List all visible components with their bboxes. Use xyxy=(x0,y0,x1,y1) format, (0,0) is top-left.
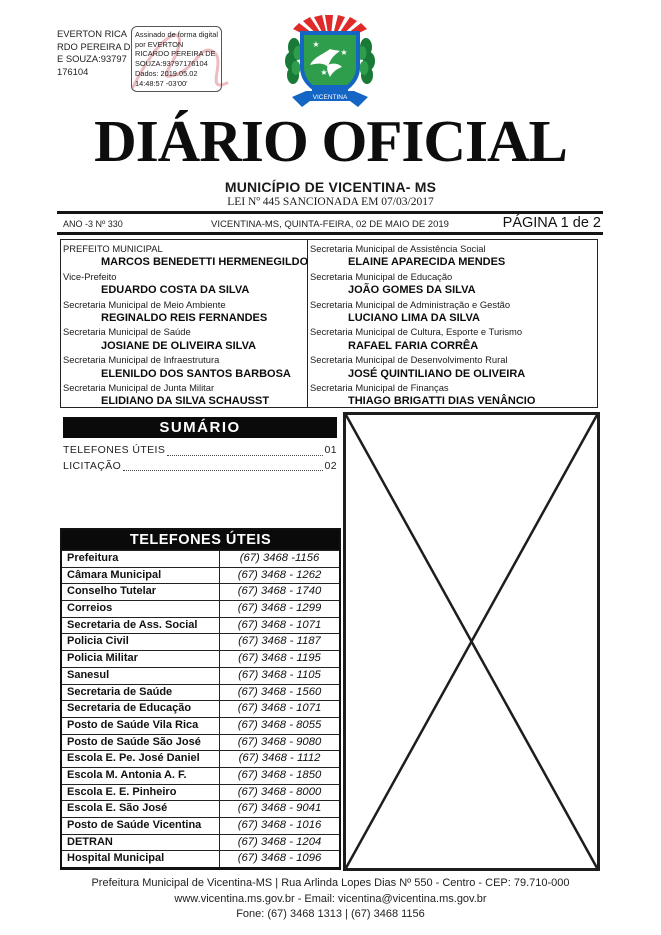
phone-entity-cell: Prefeitura xyxy=(62,551,220,567)
phone-number-cell: (67) 3468 - 1071 xyxy=(237,618,322,631)
phone-number-cell: (67) 3468 - 1105 xyxy=(238,668,321,681)
official-role: Secretaria Municipal de Educação xyxy=(310,270,453,282)
summary-item-label: LICITAÇÃO xyxy=(63,459,122,472)
summary-title-bar: SUMÁRIO xyxy=(63,417,337,438)
table-row xyxy=(62,583,339,600)
table-row xyxy=(62,717,339,734)
official-role: Secretaria Municipal de Saúde xyxy=(63,326,191,338)
image-placeholder-box xyxy=(343,412,600,871)
official-entry xyxy=(61,242,307,270)
phone-number-cell: (67) 3468 - 9041 xyxy=(237,802,322,815)
official-entry xyxy=(61,270,307,298)
official-role: Secretaria Municipal de Assistência Social xyxy=(310,243,486,254)
official-entry xyxy=(61,325,307,353)
phone-entity-cell: Policia Militar xyxy=(62,651,220,667)
officials-column-right xyxy=(308,240,597,407)
page-footer xyxy=(0,876,661,923)
official-entry xyxy=(61,298,307,326)
dot-leader xyxy=(167,455,322,456)
phone-entity-cell: Posto de Saúde Vicentina xyxy=(62,818,220,834)
footer-phone-line: Fone: (67) 3468 1313 | (67) 3468 1156 xyxy=(236,908,425,920)
official-role: Secretaria Municipal de Desenvolvimento Rural xyxy=(310,354,508,366)
official-role: Secretaria Municipal de Administração e Gestão xyxy=(310,298,511,310)
municipal-coat-of-arms-icon xyxy=(278,13,382,117)
phone-entity-cell: Escola E. Pe. José Daniel xyxy=(62,751,220,767)
phone-number-cell: (67) 3468 -1156 xyxy=(239,552,320,564)
table-row xyxy=(62,817,339,834)
official-name: LUCIANO LIMA DA SILVA xyxy=(348,312,480,325)
edition-number: ANO -3 Nº 330 xyxy=(63,219,123,229)
official-entry xyxy=(61,353,307,381)
phone-entity-cell: Sanesul xyxy=(62,668,220,684)
table-row xyxy=(62,600,339,617)
officials-box xyxy=(60,239,598,408)
phone-entity-cell: Conselho Tutelar xyxy=(62,584,220,600)
phone-number-cell: (67) 3468 - 1740 xyxy=(237,585,322,598)
svg-text:★: ★ xyxy=(340,48,348,57)
phone-number-cell: (67) 3468 - 1262 xyxy=(237,568,322,581)
official-entry xyxy=(308,298,597,326)
footer-address-line: Prefeitura Municipal de Vicentina-MS | Rua Arlinda Lopes Dias Nº 550 - Centro - CEP: 79.710-000 xyxy=(91,877,570,889)
table-row xyxy=(62,667,339,684)
table-row xyxy=(62,650,339,667)
phone-number-cell: (67) 3468 - 8055 xyxy=(237,718,322,731)
official-name: REGINALDO REIS FERNANDES xyxy=(101,312,268,325)
phones-table-header: TELEFONES ÚTEIS xyxy=(62,530,339,550)
phone-number-cell: (67) 3468 - 1187 xyxy=(238,635,321,648)
phone-entity-cell: Câmara Municipal xyxy=(62,568,220,584)
signature-signer-name: EVERTON RICARDO PEREIRA DE SOUZA:93797176104 xyxy=(57,28,131,77)
table-row xyxy=(62,550,339,567)
svg-text:★: ★ xyxy=(312,40,320,49)
summary-item-label: TELEFONES ÚTEIS xyxy=(63,444,166,456)
phone-number-cell: (67) 3468 - 1071 xyxy=(237,702,322,715)
divider-bottom xyxy=(57,232,603,235)
svg-text:VICENTINA: VICENTINA xyxy=(312,94,348,101)
official-entry xyxy=(308,381,597,409)
municipality-name: MUNICÍPIO DE VICENTINA- MS xyxy=(224,179,437,195)
crossed-diagonals-icon xyxy=(346,415,597,868)
useful-phones-table xyxy=(60,528,341,870)
official-name: ELAINE APARECIDA MENDES xyxy=(348,256,506,269)
official-entry xyxy=(308,353,597,381)
table-row xyxy=(62,850,339,867)
phone-entity-cell: Secretaria de Ass. Social xyxy=(62,618,220,634)
table-row xyxy=(62,834,339,851)
phone-entity-cell: Posto de Saúde São José xyxy=(62,735,220,751)
phone-number-cell: (67) 3468 - 1195 xyxy=(238,652,321,665)
phone-number-cell: (67) 3468 - 1112 xyxy=(238,752,321,765)
table-row xyxy=(62,784,339,801)
table-row xyxy=(62,700,339,717)
page-title: DIÁRIO OFICIAL xyxy=(94,108,567,174)
table-row xyxy=(62,734,339,751)
phone-number-cell: (67) 3468 - 1850 xyxy=(237,768,322,781)
official-role: Secretaria Municipal de Finanças xyxy=(310,382,449,394)
official-entry xyxy=(308,270,597,298)
official-name: RAFAEL FARIA CORRÊA xyxy=(348,339,479,352)
table-row xyxy=(62,750,339,767)
phone-entity-cell: Posto de Saúde Vila Rica xyxy=(62,718,220,734)
phone-entity-cell: Secretaria de Saúde xyxy=(62,685,220,701)
phone-entity-cell: Hospital Municipal xyxy=(62,851,220,867)
phone-entity-cell: Policia Civil xyxy=(62,634,220,650)
official-name: JOÃO GOMES DA SILVA xyxy=(348,284,476,297)
page-indicator: PÁGINA 1 de 2 xyxy=(502,215,601,231)
official-role: Secretaria Municipal de Infraestrutura xyxy=(63,354,220,366)
phone-number-cell: (67) 3468 - 9080 xyxy=(237,735,322,748)
phone-entity-cell: Escola M. Antonia A. F. xyxy=(62,768,220,784)
footer-web-email-line[interactable]: www.vicentina.ms.gov.br - Email: vicentina@vicentina.ms.gov.br xyxy=(174,892,487,905)
phone-number-cell: (67) 3468 - 1204 xyxy=(237,835,322,848)
publication-date: VICENTINA-MS, QUINTA-FEIRA, 02 DE MAIO DE 2019 xyxy=(211,219,449,230)
phone-number-cell: (67) 3468 - 1096 xyxy=(237,852,322,865)
summary-item-page: 01 xyxy=(324,444,337,456)
table-row xyxy=(62,633,339,650)
official-role: PREFEITO MUNICIPAL xyxy=(63,243,163,254)
phone-entity-cell: Escola E. São José xyxy=(62,801,220,817)
phone-number-cell: (67) 3468 - 1016 xyxy=(237,819,322,831)
info-bar xyxy=(57,214,603,232)
svg-text:★: ★ xyxy=(320,68,328,77)
table-row xyxy=(62,684,339,701)
official-role: Secretaria Municipal de Cultura, Esporte e Turismo xyxy=(310,326,523,338)
law-reference: LEI Nº 445 SANCIONADA EM 07/03/2017 xyxy=(227,196,434,208)
digital-signature-block xyxy=(57,25,229,97)
phone-entity-cell: DETRAN xyxy=(62,835,220,851)
official-role: Secretaria Municipal de Junta Militar xyxy=(63,382,215,394)
signature-details-box[interactable]: Assinado de forma digital por EVERTON RICARDO PEREIRA DE SOUZA:93797176104 Dados: 2019.05.02 14:48:57 -03'00' xyxy=(131,26,222,92)
table-row xyxy=(62,767,339,784)
official-name: ELENILDO DOS SANTOS BARBOSA xyxy=(101,367,291,380)
table-row xyxy=(62,617,339,634)
official-name: JOSÉ QUINTILIANO DE OLIVEIRA xyxy=(348,367,526,380)
summary-item-page: 02 xyxy=(324,459,337,472)
official-name: JOSIANE DE OLIVEIRA SILVA xyxy=(101,339,257,352)
phone-number-cell: (67) 3468 - 8000 xyxy=(237,785,322,798)
summary-list xyxy=(63,443,337,474)
official-role: Secretaria Municipal de Meio Ambiente xyxy=(63,298,226,310)
summary-item[interactable] xyxy=(63,459,337,475)
official-name: ELIDIANO DA SILVA SCHAUSST xyxy=(101,395,270,408)
phone-number-cell: (67) 3468 - 1299 xyxy=(237,602,322,615)
dot-leader xyxy=(123,470,322,471)
official-name: EDUARDO COSTA DA SILVA xyxy=(101,284,250,297)
official-entry xyxy=(61,381,307,409)
phone-entity-cell: Secretaria de Educação xyxy=(62,701,220,717)
summary-item[interactable] xyxy=(63,443,337,459)
official-name: MARCOS BENEDETTI HERMENEGILDO xyxy=(101,256,309,269)
table-row xyxy=(62,800,339,817)
official-name: THIAGO BRIGATTI DIAS VENÂNCIO xyxy=(348,395,536,408)
official-role: Vice-Prefeito xyxy=(63,270,117,282)
official-entry xyxy=(308,242,597,270)
table-row xyxy=(62,567,339,584)
phone-number-cell: (67) 3468 - 1560 xyxy=(237,685,322,698)
phone-entity-cell: Escola E. E. Pinheiro xyxy=(62,785,220,801)
phone-entity-cell: Correios xyxy=(62,601,220,617)
official-entry xyxy=(308,325,597,353)
officials-column-left xyxy=(61,240,308,407)
